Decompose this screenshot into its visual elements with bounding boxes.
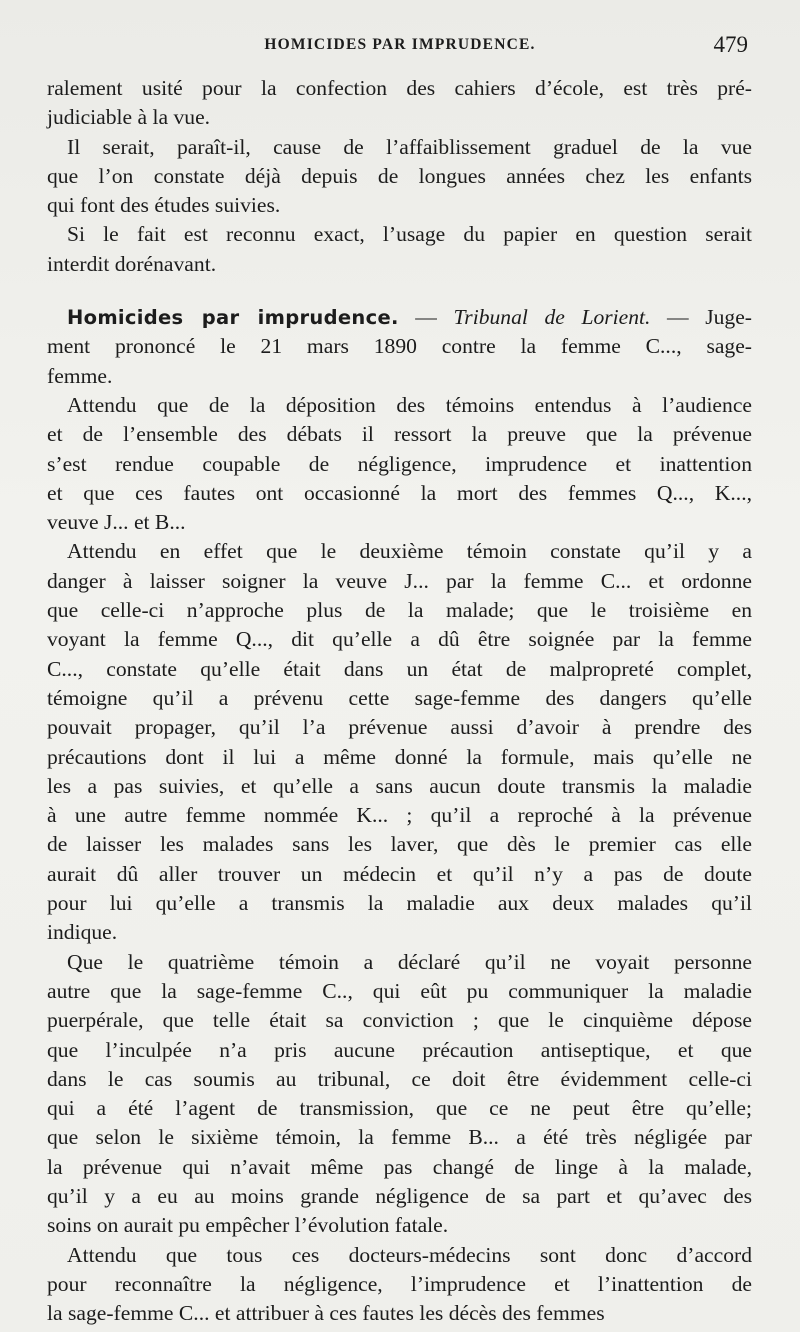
paragraph xyxy=(47,133,752,221)
text-line: ralement usité pour la confection des cahiers d’école, est très pré- xyxy=(47,76,752,100)
text-line: Il serait, paraît-il, cause de l’affaiblissement graduel de la vue xyxy=(67,134,752,159)
text-line: veuve J... et B... xyxy=(47,510,186,535)
text-line: dans le cas soumis au tribunal, ce doit être évidemment celle-ci xyxy=(47,1066,752,1091)
body-text xyxy=(47,74,752,1328)
text-line: et de l’ensemble des débats il ressort la preuve que la prévenue xyxy=(47,422,752,447)
dash: — xyxy=(650,305,706,330)
text-line: soins on aurait pu empêcher l’évolution fatale. xyxy=(47,1213,449,1238)
text-line: à une autre femme nommée K... ; qu’il a reproché à la prévenue xyxy=(47,803,752,828)
text-line: autre que la sage-femme C.., qui eût pu communiquer la maladie xyxy=(47,978,752,1003)
paragraph xyxy=(47,948,752,1241)
text-line: témoigne qu’il a prévenu cette sage-femme des dangers qu’elle xyxy=(47,685,752,710)
court-name: Tribunal de Lorient. xyxy=(453,305,651,330)
paragraph xyxy=(47,74,752,133)
text-line xyxy=(47,303,752,332)
text-line: Attendu que tous ces docteurs-médecins sont donc d’accord xyxy=(67,1242,752,1267)
text-line: que l’inculpée n’a pris aucune précaution antiseptique, et que xyxy=(47,1037,752,1062)
text-line: puerpérale, que telle était sa conviction ; que le cinquième dépose xyxy=(47,1008,752,1033)
paragraph xyxy=(47,220,752,279)
text-line: précautions dont il lui a même donné la formule, mais qu’elle ne xyxy=(47,744,752,769)
text-line: que selon le sixième témoin, la femme B... a été très négligée par xyxy=(47,1125,752,1150)
text-line: danger à laisser soigner la veuve J... par la femme C... et ordonne xyxy=(47,568,752,593)
text-line: et que ces fautes ont occasionné la mort des femmes Q..., K..., xyxy=(47,480,752,505)
text-line: aurait dû aller trouver un médecin et qu’il n’y a pas de doute xyxy=(47,861,752,886)
text-line: la prévenue qui n’avait même pas changé de linge à la malade, xyxy=(47,1154,752,1179)
text-line: pour lui qu’elle a transmis la maladie aux deux malades qu’il xyxy=(47,891,752,916)
text-line: de laisser les malades sans les laver, que dès le premier cas elle xyxy=(47,832,752,857)
text-line: qui font des études suivies. xyxy=(47,193,281,218)
text-line: Attendu que de la déposition des témoins entendus à l’audience xyxy=(67,392,752,417)
text-line: interdit dorénavant. xyxy=(47,251,217,276)
paragraph xyxy=(47,1241,752,1329)
text-line: indique. xyxy=(47,920,118,945)
text-line: que celle-ci n’approche plus de la malade; que le troisième en xyxy=(47,598,752,623)
text-line: voyant la femme Q..., dit qu’elle a dû être soignée par la femme xyxy=(47,627,752,652)
section-heading: Homicides par imprudence. xyxy=(67,306,399,330)
text-line: femme. xyxy=(47,363,113,388)
paragraph xyxy=(47,391,752,537)
text-line: qu’il y a eu au moins grande négligence de sa part et qu’avec des xyxy=(47,1183,752,1208)
text-line: Si le fait est reconnu exact, l’usage du papier en question serait xyxy=(67,222,752,247)
text-line: qui a été l’agent de transmission, que ce ne peut être qu’elle; xyxy=(47,1096,752,1121)
text-line: ment prononcé le 21 mars 1890 contre la femme C..., sage- xyxy=(47,334,752,359)
text-line: pour reconnaître la négligence, l’imprudence et l’inattention de xyxy=(47,1271,752,1296)
dash: — xyxy=(398,305,454,330)
text-line: C..., constate qu’elle était dans un état de malpropreté complet, xyxy=(47,656,752,681)
page-number: 479 xyxy=(713,32,748,57)
heading-line-rest: Juge- xyxy=(705,305,752,330)
text-line: Attendu en effet que le deuxième témoin constate qu’il y a xyxy=(67,539,752,564)
running-title: HOMICIDES PAR IMPRUDENCE. xyxy=(264,36,536,53)
paragraph xyxy=(47,537,752,947)
text-line: que l’on constate déjà depuis de longues années chez les enfants xyxy=(47,163,752,188)
text-line: la sage-femme C... et attribuer à ces fautes les décès des femmes xyxy=(47,1301,605,1326)
text-line: s’est rendue coupable de négligence, imprudence et inattention xyxy=(47,451,752,476)
text-line: les a pas suivies, et qu’elle a sans aucun doute transmis la maladie xyxy=(47,773,752,798)
text-line: Que le quatrième témoin a déclaré qu’il ne voyait personne xyxy=(67,949,752,974)
text-line: pouvait propager, qu’il l’a prévenue aussi d’avoir à prendre des xyxy=(47,715,752,740)
section-heading-paragraph xyxy=(47,303,752,391)
running-head xyxy=(48,32,752,62)
text-line: judiciable à la vue. xyxy=(47,105,211,130)
